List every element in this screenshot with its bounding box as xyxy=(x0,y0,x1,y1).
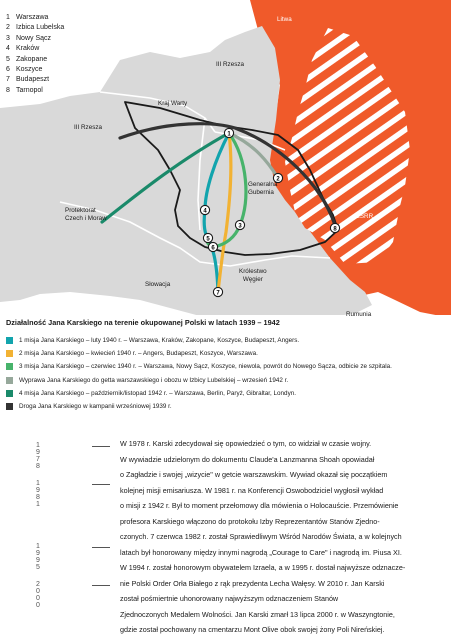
city-list-item: 7 Budapeszt xyxy=(6,76,50,84)
bio-line: kolejnej misji emisariusza. W 1981 r. na Konferencji Oswobodziciel wygłosił wykład xyxy=(120,485,384,495)
legend-title: Działalność Jana Karskiego na terenie okupowanej Polski w latach 1939 – 1942 xyxy=(6,318,280,327)
label-litwa: Litwa xyxy=(277,16,292,23)
city-list-item: 6 Koszyce xyxy=(6,66,43,74)
svg-text:6: 6 xyxy=(211,245,215,252)
marker-warszawa xyxy=(224,128,233,137)
label-slowacja: Słowacja xyxy=(145,281,171,288)
marker-krakow xyxy=(200,205,209,214)
marker-zakopane xyxy=(203,233,212,242)
label-krolestwo-wegier: Królestwo Węgier xyxy=(239,268,267,283)
bio-line: o Zagładzie i swojej „wizycie" w getcie warszawskim. Wywiad okazał się początkiem xyxy=(120,470,388,479)
city-list-item: 4 Kraków xyxy=(6,45,40,53)
svg-text:4: 4 xyxy=(203,208,207,215)
bio-line: W 1978 r. Karski zdecydował się opowiedzieć o tym, co widział w czasie wojny. xyxy=(120,439,372,448)
timeline-dash xyxy=(92,585,110,586)
timeline-year: 1 9 7 8 xyxy=(36,442,43,470)
svg-text:3: 3 xyxy=(238,223,242,230)
occupied-poland-map xyxy=(0,0,451,315)
city-list xyxy=(6,13,64,96)
legend-swatch xyxy=(6,363,13,370)
legend-item: 3 misja Jana Karskiego – czerwiec 1940 r. – Warszawa, Nowy Sącz, Koszyce, niewola, powrót do Nowego Sącza, odbicie ze szpitala. xyxy=(6,360,446,373)
city-list-item: 5 Zakopane xyxy=(6,55,48,63)
city-list-item: 8 Tarnopol xyxy=(6,86,43,94)
svg-text:5: 5 xyxy=(206,236,210,243)
svg-text:1: 1 xyxy=(227,131,231,138)
marker-budapeszt xyxy=(213,287,222,296)
legend-item: Droga Jana Karskiego w kampanii wrześniowej 1939 r. xyxy=(6,400,446,413)
bio-line: profesora Karskiego włączono do protokołu Izby Reprezentantów Stanów Zjedno- xyxy=(120,516,380,526)
label-rumunia: Rumunia xyxy=(346,311,372,318)
legend-swatch xyxy=(6,377,13,384)
bio-line: Zjednoczonych Medalem Wolności. Jan Karski zmarł 13 lipca 2000 r. w Waszyngtonie, xyxy=(120,609,395,619)
legend-swatch xyxy=(6,403,13,410)
svg-text:7: 7 xyxy=(216,290,220,297)
city-list-item: 1 Warszawa xyxy=(6,14,49,21)
timeline-year: 1 9 9 5 xyxy=(36,543,43,571)
timeline-dash xyxy=(92,446,110,447)
marker-tarnopol xyxy=(330,223,339,232)
bio-line: W 1994 r. został honorowym obywatelem Izraela, a w 1995 r. dostał najwyższe odznacze- xyxy=(120,563,406,572)
timeline-year: 2 0 0 0 xyxy=(36,581,43,609)
bio-line: latach był honorowany między innymi nagrodą „Courage to Care" i nagrodą im. Piusa XI. xyxy=(120,547,402,557)
label-zssr: ZSRR xyxy=(356,213,374,220)
label-rzesza-west: III Rzesza xyxy=(74,124,102,131)
legend-swatch xyxy=(6,350,13,357)
map-legend xyxy=(6,318,446,413)
label-generalna-gubernia: Generalna Gubernia xyxy=(248,181,278,196)
legend-swatch xyxy=(6,337,13,344)
label-protektorat: Protektorat Czech i Moraw xyxy=(65,207,107,222)
legend-item: 2 misja Jana Karskiego – kwiecień 1940 r. – Angers, Budapeszt, Koszyce, Warszawa. xyxy=(6,347,446,360)
bio-line: gdzie został pochowany na cmentarzu Mont Olive obok swojej żony Poli Nireńskiej. xyxy=(120,625,385,634)
legend-item: 4 misja Jana Karskiego – październik/listopad 1942 r. – Warszawa, Berlin, Paryż, Gibraltar, Londyn. xyxy=(6,387,446,400)
svg-text:2: 2 xyxy=(276,176,280,183)
legend-item: Wyprawa Jana Karskiego do getta warszawskiego i obozu w Izbicy Lubelskiej – wrzesień 1942 r. xyxy=(6,374,446,387)
timeline-dash xyxy=(92,484,110,485)
marker-koszyce xyxy=(208,242,217,251)
bio-line: czonych. 7 czerwca 1982 r. został Sprawiedliwym Wśród Narodów Świata, a w kolejnych xyxy=(120,532,402,541)
city-list-item: 2 Izbica Lubelska xyxy=(6,24,65,32)
label-rzesza-north: III Rzesza xyxy=(216,61,244,68)
timeline-dash xyxy=(92,547,110,548)
timeline-year: 1 9 8 1 xyxy=(36,480,43,508)
legend-swatch xyxy=(6,390,13,397)
biography-text xyxy=(120,436,446,638)
label-kraj-warty: Kraj Warty xyxy=(158,100,188,107)
marker-nowy-sacz xyxy=(235,220,244,229)
bio-line: został pośmiertnie uhonorowany najwyższym odznaczeniem Stanów xyxy=(120,594,339,603)
city-list-item: 3 Nowy Sącz xyxy=(6,34,52,42)
bio-line: W wywiadzie udzielonym do dokumentu Claude'a Lanzmanna Shoah opowiadał xyxy=(120,454,375,464)
svg-text:8: 8 xyxy=(333,226,337,233)
bio-line: nie Polski Order Orła Białego z rąk prezydenta Lecha Wałęsy. W 2010 r. Jan Karski xyxy=(120,578,385,588)
legend-item: 1 misja Jana Karskiego – luty 1940 r. – Warszawa, Kraków, Zakopane, Koszyce, Budapeszt, Angers. xyxy=(6,334,446,347)
bio-line: o misji z 1942 r. Był to moment przełomowy dla mówienia o Holocauście. Przemówienie xyxy=(120,501,399,510)
